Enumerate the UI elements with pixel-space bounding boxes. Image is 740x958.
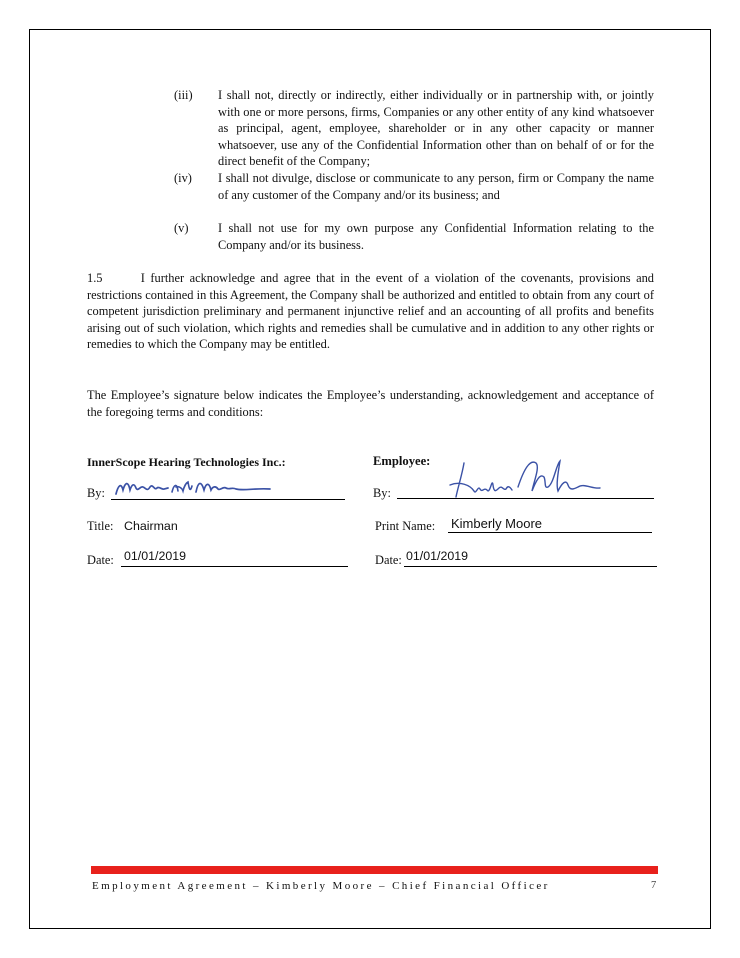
clause-number: (iv): [174, 171, 192, 185]
employee-signature-line[interactable]: [397, 498, 654, 499]
clause-iii: [174, 87, 654, 171]
employee-date-line: [404, 566, 657, 567]
clause-number: (v): [174, 221, 189, 235]
employee-print-name-value[interactable]: Kimberly Moore: [451, 516, 543, 531]
clause-v: [174, 220, 654, 254]
company-date-line: [121, 566, 348, 567]
section-1-5: 1.5 I further acknowledge and agree that in the event of a violation of the covenants, provisions and restrictions contained in this Agreement, the Company shall be authorized and entitled to obtain from any court of competent jurisdiction preliminary and permanent injunctive relief and an accounting of all profits and benefits arising out of such violation, which rights and remedies shall be cumulative and in addition to any other rights or remedies to which the Company may be entitled.: [87, 271, 654, 352]
company-title-label: Title:: [87, 519, 114, 533]
company-date-value[interactable]: 01/01/2019: [124, 549, 187, 563]
clause-text: I shall not use for my own purpose any Confidential Information relating to the Company and/or its business.: [218, 221, 654, 252]
employee-by-label: By:: [373, 486, 391, 500]
company-signature-line[interactable]: [111, 499, 345, 500]
clause-text: I shall not, directly or indirectly, either individually or in partnership with, or jointly with one or more persons, firms, Companies or any other entity of any kind whatsoever as principal, agent, employee, shareholder or in any other capacity or manner whatsoever, use any of the Confidential Information other than on behalf of or for the direct benefit of the Company;: [218, 88, 654, 169]
employee-date-label: Date:: [375, 553, 402, 567]
company-by-label: By:: [87, 486, 105, 500]
clause-number: (iii): [174, 88, 193, 102]
clause-text: I shall not divulge, disclose or communicate to any person, firm or Company the name of any customer of the Company and/or its business; and: [218, 171, 654, 202]
employee-heading: Employee:: [373, 454, 431, 468]
company-title-value: Chairman: [124, 519, 178, 533]
employee-date-value[interactable]: 01/01/2019: [406, 549, 469, 563]
acceptance-paragraph: The Employee’s signature below indicates the Employee’s understanding, acknowledgement and acceptance of the foregoing terms and conditions:: [87, 388, 654, 419]
clause-iv: [174, 170, 654, 220]
company-date-label: Date:: [87, 553, 114, 567]
employee-print-name-line: [448, 532, 652, 533]
employee-print-name-label: Print Name:: [375, 519, 436, 533]
company-signature: [112, 474, 277, 500]
page-number: 7: [651, 880, 657, 891]
footer-text: Employment Agreement – Kimberly Moore – Chief Financial Officer: [92, 880, 550, 892]
company-heading: InnerScope Hearing Technologies Inc.:: [87, 455, 286, 469]
employee-signature: [440, 455, 610, 501]
footer-red-bar: [91, 866, 658, 874]
